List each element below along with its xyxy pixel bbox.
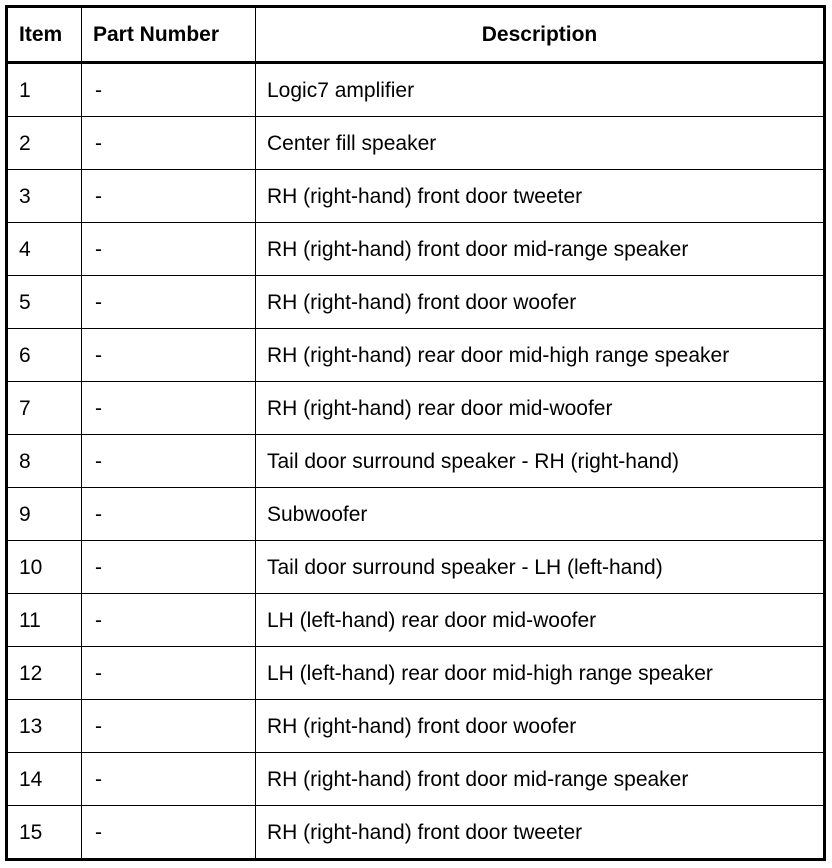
item-cell: 13	[7, 700, 82, 753]
header-part-number: Part Number	[82, 7, 256, 63]
item-cell: 10	[7, 541, 82, 594]
item-cell: 6	[7, 329, 82, 382]
description-cell: RH (right-hand) front door woofer	[256, 700, 825, 753]
item-cell: 1	[7, 63, 82, 117]
item-cell: 8	[7, 435, 82, 488]
table-row	[7, 594, 825, 647]
item-cell: 2	[7, 117, 82, 170]
description-cell: Tail door surround speaker - RH (right-hand)	[256, 435, 825, 488]
description-cell: Tail door surround speaker - LH (left-hand)	[256, 541, 825, 594]
header-row	[7, 7, 825, 63]
description-cell: RH (right-hand) front door tweeter	[256, 806, 825, 860]
table-row	[7, 435, 825, 488]
table-row	[7, 117, 825, 170]
header-description: Description	[256, 7, 825, 63]
table-header	[7, 7, 825, 63]
part-number-cell: -	[82, 488, 256, 541]
part-number-cell: -	[82, 753, 256, 806]
description-cell: RH (right-hand) rear door mid-high range speaker	[256, 329, 825, 382]
item-cell: 5	[7, 276, 82, 329]
part-number-cell: -	[82, 594, 256, 647]
part-number-cell: -	[82, 435, 256, 488]
item-cell: 15	[7, 806, 82, 860]
item-cell: 14	[7, 753, 82, 806]
table-row	[7, 647, 825, 700]
item-cell: 4	[7, 223, 82, 276]
table-row	[7, 329, 825, 382]
table-row	[7, 700, 825, 753]
table-row	[7, 382, 825, 435]
description-cell: Logic7 amplifier	[256, 63, 825, 117]
table-row	[7, 223, 825, 276]
description-cell: RH (right-hand) front door woofer	[256, 276, 825, 329]
part-number-cell: -	[82, 63, 256, 117]
part-number-cell: -	[82, 647, 256, 700]
parts-table	[5, 5, 826, 861]
table-row	[7, 806, 825, 860]
description-cell: RH (right-hand) front door mid-range speaker	[256, 753, 825, 806]
table-row	[7, 753, 825, 806]
table-row	[7, 488, 825, 541]
part-number-cell: -	[82, 117, 256, 170]
description-cell: RH (right-hand) front door tweeter	[256, 170, 825, 223]
description-cell: LH (left-hand) rear door mid-woofer	[256, 594, 825, 647]
item-cell: 11	[7, 594, 82, 647]
description-cell: Subwoofer	[256, 488, 825, 541]
part-number-cell: -	[82, 329, 256, 382]
part-number-cell: -	[82, 806, 256, 860]
item-cell: 12	[7, 647, 82, 700]
table-row	[7, 170, 825, 223]
description-cell: Center fill speaker	[256, 117, 825, 170]
part-number-cell: -	[82, 541, 256, 594]
table-row	[7, 276, 825, 329]
item-cell: 7	[7, 382, 82, 435]
part-number-cell: -	[82, 382, 256, 435]
item-cell: 3	[7, 170, 82, 223]
table-row	[7, 63, 825, 117]
item-cell: 9	[7, 488, 82, 541]
description-cell: RH (right-hand) front door mid-range speaker	[256, 223, 825, 276]
part-number-cell: -	[82, 170, 256, 223]
table-body	[7, 63, 825, 860]
description-cell: RH (right-hand) rear door mid-woofer	[256, 382, 825, 435]
table-row	[7, 541, 825, 594]
part-number-cell: -	[82, 276, 256, 329]
description-cell: LH (left-hand) rear door mid-high range speaker	[256, 647, 825, 700]
header-item: Item	[7, 7, 82, 63]
part-number-cell: -	[82, 700, 256, 753]
part-number-cell: -	[82, 223, 256, 276]
